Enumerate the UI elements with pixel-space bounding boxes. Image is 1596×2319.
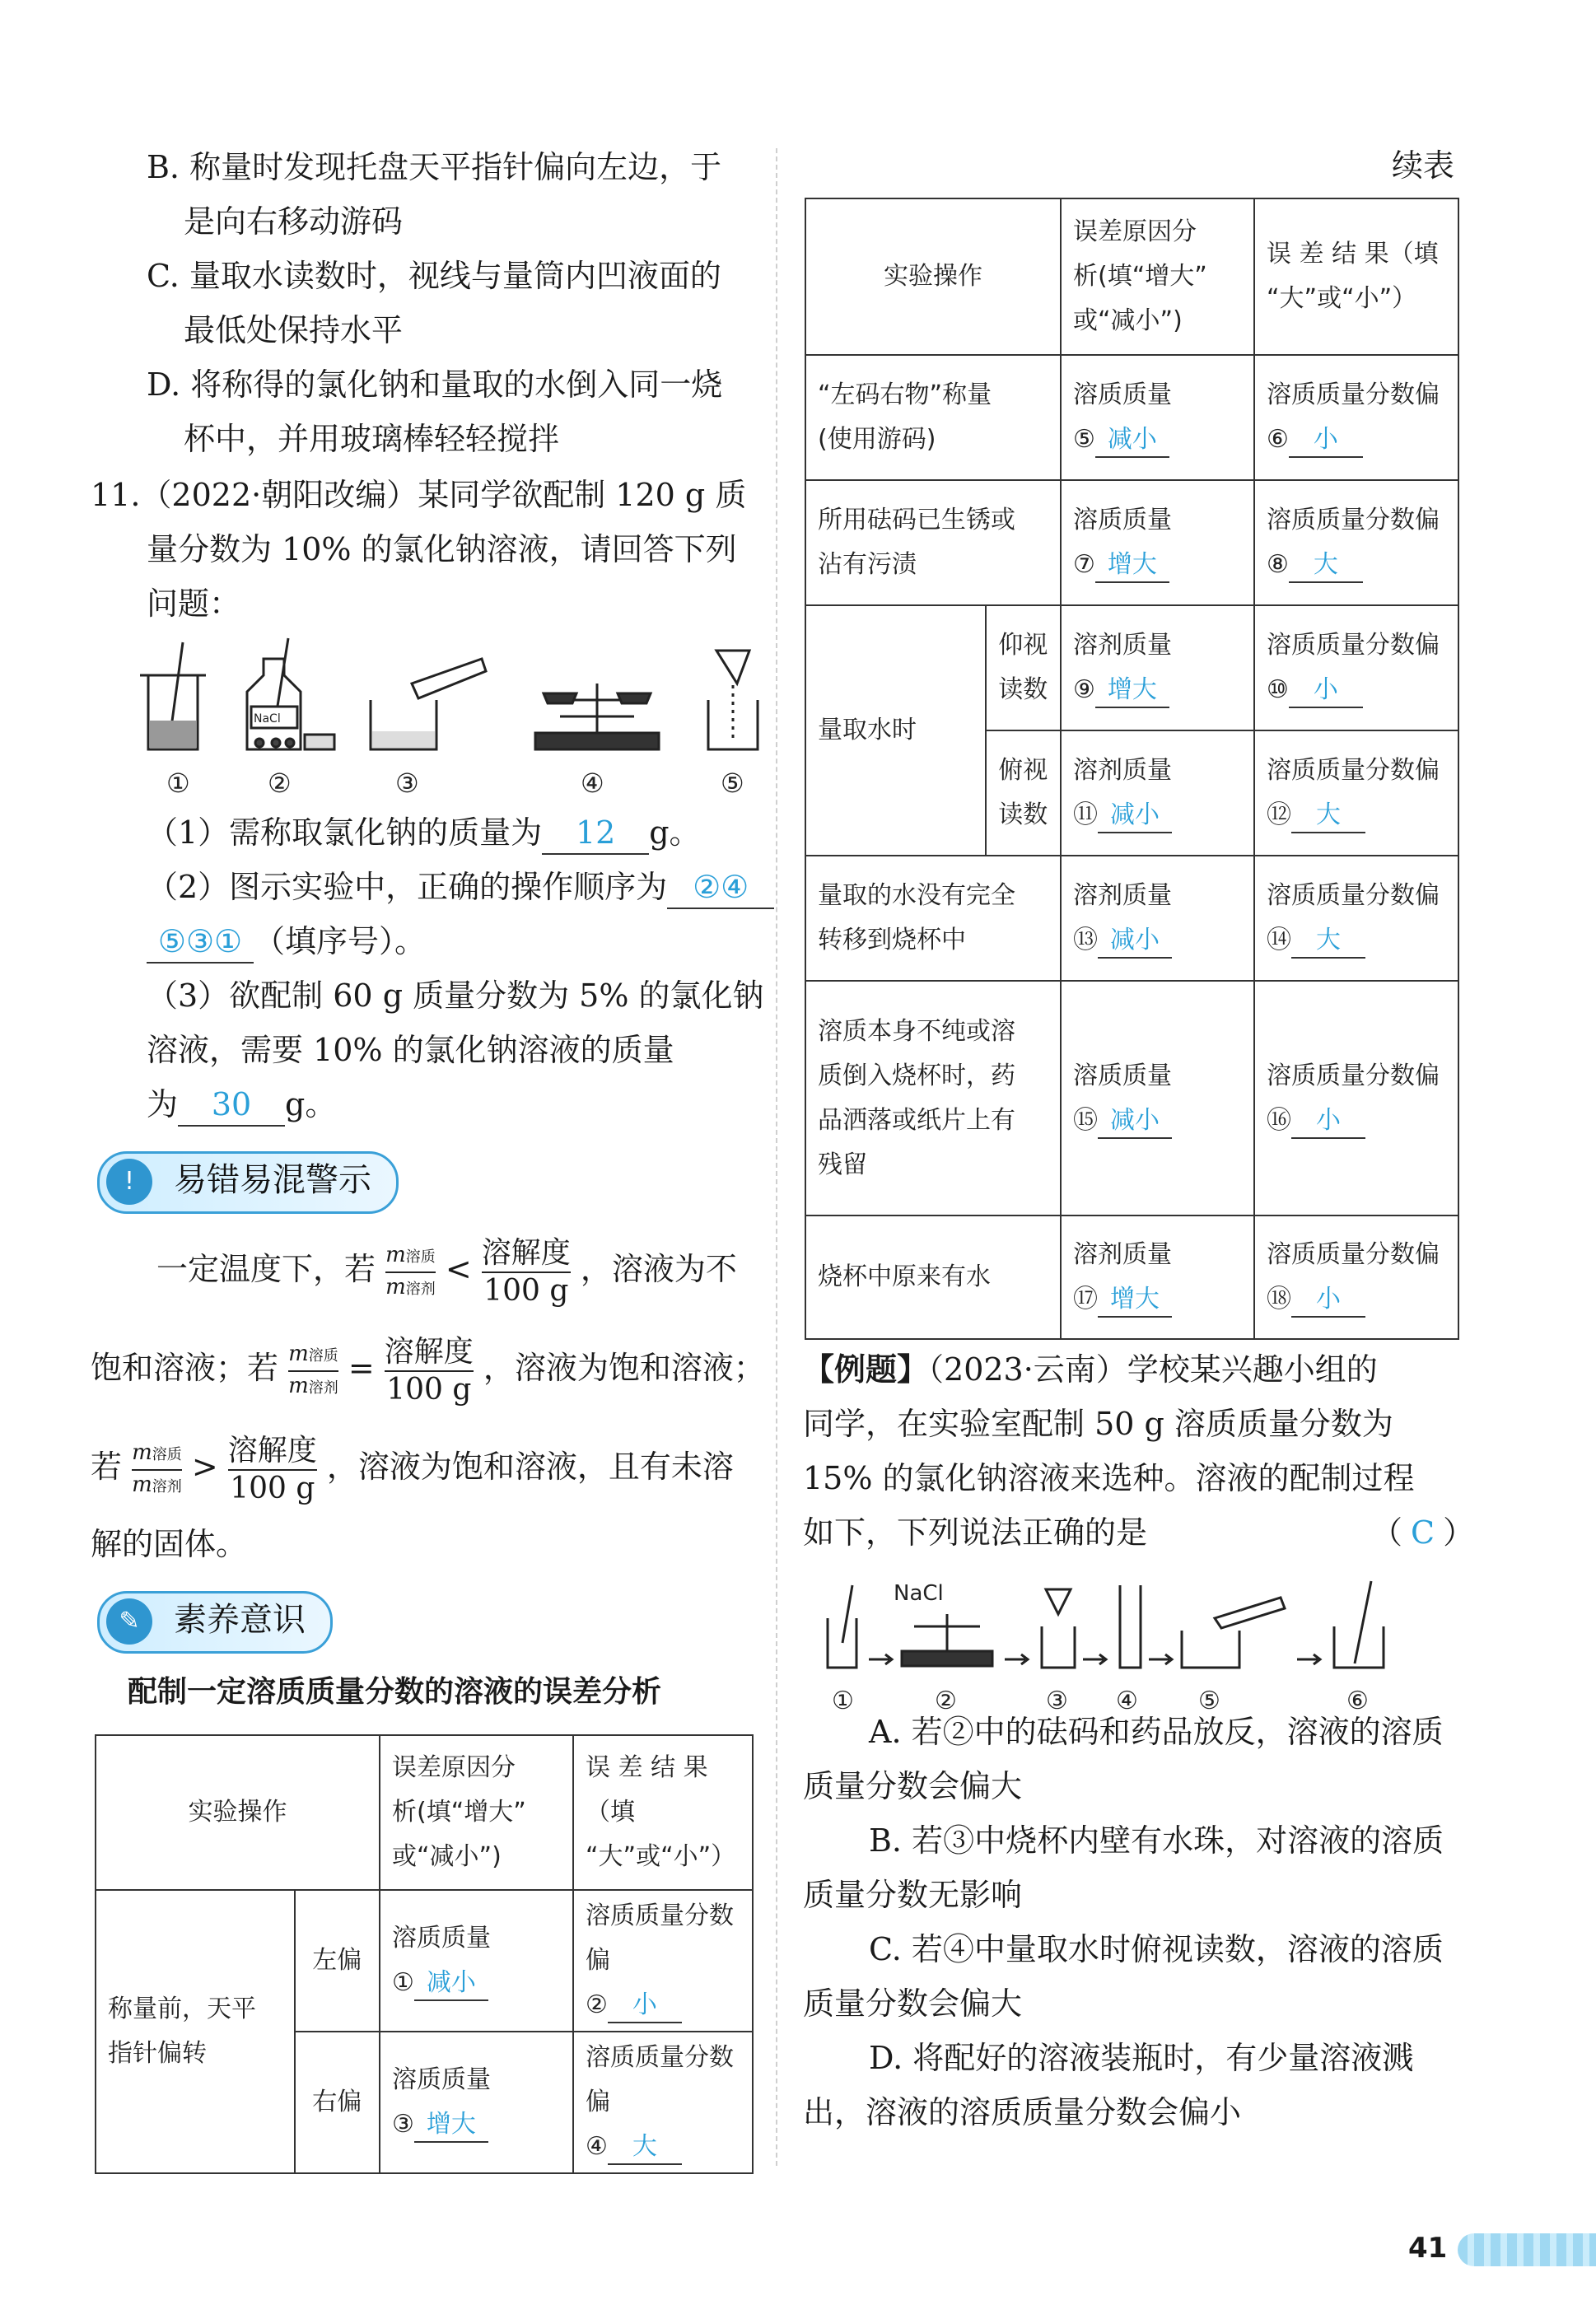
result-answer: 小 — [1289, 423, 1363, 458]
q11-part2-note: （填序号）。 — [254, 923, 427, 959]
result-answer: 小 — [1291, 1104, 1365, 1139]
q10-option-d-line2: 杯中，并用玻璃棒轻轻搅拌 — [184, 421, 560, 457]
cause-answer: 减小 — [1098, 799, 1172, 833]
result-answer: 大 — [1289, 548, 1363, 583]
sub-cell: 右偏 — [295, 2032, 380, 2173]
example-figure-label-6: ⑥ — [1346, 1687, 1369, 1715]
result-answer: 小 — [1289, 674, 1363, 708]
sub-cell: 左偏 — [295, 1890, 380, 2032]
table-title: 配制一定溶质质量分数的溶液的误差分析 — [128, 1675, 662, 1709]
q11-part2-text: （2）图示实验中，正确的操作顺序为 — [147, 869, 668, 905]
q10-option-b-line2: 是向右移动游码 — [184, 203, 404, 240]
graduated-cylinder-icon — [1120, 1585, 1141, 1668]
q11-part3-line3 — [147, 1077, 336, 1132]
result-cell: 溶质质量分数偏 ⑫ 大 — [1254, 730, 1458, 856]
fraction-solubility: $\frac{\text{溶解度}}{100 g}$ — [481, 1235, 571, 1308]
figure-label-3: ③ — [395, 768, 419, 799]
cause-cell: 溶剂质量 ⑬ 减小 — [1061, 856, 1254, 981]
cause-cell: 溶剂质量 ⑨ 增大 — [1061, 605, 1254, 730]
pour-water-icon — [371, 659, 486, 749]
header-result: 误 差 结 果（填 “大”或“小”） — [1254, 198, 1458, 355]
q11-part3-line2: 溶液，需要 10% 的氯化钠溶液的质量 — [147, 1032, 674, 1068]
op-cell: 量取的水没有完全 转移到烧杯中 — [805, 856, 1061, 981]
result-answer: 大 — [1291, 924, 1365, 959]
table-header-row — [96, 1735, 753, 1890]
op-cell: 烧杯中原来有水 — [805, 1215, 1061, 1339]
cause-cell: 溶剂质量 ⑰ 增大 — [1061, 1215, 1254, 1339]
example-option-c-line1: C. 若④中量取水时俯视读数，溶液的溶质 — [869, 1931, 1444, 1967]
literacy-icon: ✎ — [106, 1598, 152, 1645]
cause-cell: 溶质质量 ① 减小 — [380, 1890, 573, 2032]
q11-part1-unit: g。 — [649, 814, 701, 851]
cause-answer: 减小 — [414, 1967, 488, 2001]
cause-answer: 增大 — [1098, 1283, 1172, 1318]
error-analysis-table — [95, 1734, 754, 2174]
example-process-figure — [819, 1569, 1462, 1717]
equals-sign: = — [348, 1350, 375, 1386]
q11-stem-line1: 11.（2022·朝阳改编）某同学欲配制 120 g 质 — [91, 477, 747, 513]
q11-stem-line2: 量分数为 10% 的氯化钠溶液，请回答下列 — [147, 531, 737, 567]
q10-option-c-line2: 最低处保持水平 — [184, 312, 404, 348]
balance-icon — [535, 684, 659, 749]
fraction-solubility-2: $\frac{\text{溶解度}}{100 g}$ — [384, 1334, 474, 1407]
warn-line2 — [91, 1331, 765, 1408]
example-answer-value: C — [1411, 1514, 1435, 1551]
figure-label-1: ① — [166, 768, 190, 799]
example-line4: 如下，下列说法正确的是 — [803, 1514, 1148, 1551]
header-cause: 误差原因分 析(填“增大” 或“减小”) — [380, 1735, 573, 1890]
result-cell: 溶质质量分数偏 ⑯ 小 — [1254, 981, 1458, 1215]
fraction-solute-solvent-2: $\frac{\text{m溶质}}{\text{m溶剂}}$ — [288, 1341, 338, 1398]
warning-icon: ! — [106, 1159, 152, 1205]
page-number: 41 — [1408, 2232, 1448, 2265]
table-header-row — [805, 198, 1458, 355]
header-cause: 误差原因分 析(填“增大” 或“减小”) — [1061, 198, 1254, 355]
example-figure-label-2: ② — [935, 1687, 957, 1715]
example-option-d-line1: D. 将配好的溶液装瓶时，有少量溶液溅 — [869, 2040, 1414, 2076]
figure-label-2: ② — [268, 768, 292, 799]
error-analysis-table-continued — [805, 198, 1459, 1340]
q10-option-b-line1: B. 称量时发现托盘天平指针偏向左边，于 — [147, 149, 722, 185]
example-line1-text: （2023·云南）学校某兴趣小组的 — [928, 1351, 1378, 1388]
op-cell: 所用砝码已生锈或 沾有污渍 — [805, 480, 1061, 605]
op-cell: 溶质本身不纯或溶 质倒入烧杯时，药 品洒落或纸片上有 残留 — [805, 981, 1061, 1215]
table-row — [805, 981, 1458, 1215]
q11-part2-answer-a: ②④ — [667, 866, 774, 909]
cause-answer: 减小 — [1098, 924, 1172, 959]
example-option-c-line2: 质量分数会偏大 — [803, 1985, 1023, 2022]
sub-cell: 俯视 读数 — [986, 730, 1061, 856]
result-answer: 小 — [608, 1989, 682, 2023]
example-line3: 15% 的氯化钠溶液来选种。溶液的配制过程 — [803, 1460, 1415, 1496]
q11-part3-line1: （3）欲配制 60 g 质量分数为 5% 的氯化钠 — [147, 978, 764, 1014]
q11-part1 — [147, 805, 701, 860]
fraction-solubility-3: $\frac{\text{溶解度}}{100 g}$ — [227, 1433, 317, 1505]
cause-answer: 增大 — [1095, 674, 1169, 708]
op-cell: “左码右物”称量 (使用游码) — [805, 355, 1061, 480]
cause-cell: 溶质质量 ⑦ 增大 — [1061, 480, 1254, 605]
beaker-icon — [1042, 1626, 1075, 1668]
result-answer: 大 — [1291, 799, 1365, 833]
literacy-badge — [97, 1591, 333, 1654]
example-tag: 【例题】 — [803, 1351, 929, 1388]
group-cell: 称量前，天平 指针偏转 — [96, 1890, 295, 2173]
cause-cell: 溶质质量 ③ 增大 — [380, 2032, 573, 2173]
q11-part2-cont — [147, 914, 426, 968]
cause-answer: 增大 — [1095, 548, 1169, 583]
example-line1 — [803, 1342, 1378, 1397]
beaker-stir-icon — [140, 642, 206, 749]
warn-line1-pre: 一定温度下，若 — [156, 1251, 376, 1287]
q11-part1-answer: 12 — [542, 812, 649, 855]
cause-cell: 溶质质量 ⑮ 减小 — [1061, 981, 1254, 1215]
result-answer: 大 — [608, 2130, 682, 2165]
warn-line3-post: ，溶液为饱和溶液，且有未溶 — [326, 1449, 734, 1485]
warn-line3 — [91, 1430, 734, 1507]
water-group-cell: 量取水时 — [805, 605, 986, 856]
balance-icon — [902, 1651, 992, 1666]
column-divider — [776, 148, 777, 2166]
literacy-badge-label: 素养意识 — [174, 1601, 306, 1639]
example-line2: 同学，在实验室配制 50 g 溶质质量分数为 — [803, 1406, 1393, 1442]
warn-line3-pre: 若 — [91, 1449, 123, 1485]
result-cell: 溶质质量分数偏 ⑭ 大 — [1254, 856, 1458, 981]
cause-cell: 溶剂质量 ⑪ 减小 — [1061, 730, 1254, 856]
figure-nacl-label: NaCl — [894, 1581, 944, 1606]
q11-apparatus-figure — [115, 634, 774, 799]
example-figure-label-5: ⑤ — [1198, 1687, 1220, 1715]
figure-label-4: ④ — [581, 768, 604, 799]
fraction-solute-solvent-3: $\frac{\text{m溶质}}{\text{m溶剂}}$ — [132, 1439, 182, 1497]
less-than-sign: < — [445, 1251, 472, 1287]
table-row — [805, 480, 1458, 605]
example-figure-label-1: ① — [832, 1687, 854, 1715]
nacl-bottle-label: NaCl — [254, 712, 281, 726]
cause-answer: 减小 — [1098, 1104, 1172, 1139]
q11-part3-text: 为 — [147, 1086, 179, 1122]
example-option-a-line2: 质量分数会偏大 — [803, 1768, 1023, 1804]
q10-option-c-line1: C. 量取水读数时，视线与量筒内凹液面的 — [147, 258, 721, 294]
cause-answer: 增大 — [414, 2108, 488, 2143]
example-option-d-line2: 出，溶液的溶质质量分数会偏小 — [803, 2094, 1242, 2130]
result-cell: 溶质质量分数偏 ⑩ 小 — [1254, 605, 1458, 730]
q11-stem-line3: 问题： — [147, 586, 241, 622]
warn-line2-post: ，溶液为饱和溶液； — [483, 1350, 765, 1386]
warn-line4: 解的固体。 — [91, 1526, 248, 1562]
table-row — [805, 605, 1458, 730]
table-row — [805, 1215, 1458, 1339]
header-op: 实验操作 — [805, 198, 1061, 355]
reagent-bottle-icon — [247, 638, 334, 749]
example-answer: （ C ） — [1371, 1514, 1475, 1551]
header-op: 实验操作 — [96, 1735, 380, 1890]
q11-part3-unit: g。 — [285, 1086, 337, 1122]
table-row — [96, 1890, 753, 2032]
example-option-a-line1: A. 若②中的砝码和药品放反，溶液的溶质 — [869, 1714, 1444, 1750]
continued-label: 续表 — [1392, 147, 1455, 184]
header-result: 误 差 结 果（填 “大”或“小”） — [573, 1735, 753, 1890]
warning-badge-label: 易错易混警示 — [174, 1161, 371, 1199]
example-option-b-line1: B. 若③中烧杯内壁有水珠，对溶液的溶质 — [869, 1822, 1444, 1859]
result-answer: 小 — [1291, 1283, 1365, 1318]
q11-part2 — [147, 860, 774, 914]
bottle-icon — [828, 1618, 856, 1668]
table-row — [805, 856, 1458, 981]
example-figure-label-4: ④ — [1116, 1687, 1138, 1715]
warn-line1-post: ，溶液为不 — [580, 1251, 737, 1287]
q11-part1-text: （1）需称取氯化钠的质量为 — [147, 814, 543, 851]
warning-badge — [97, 1151, 399, 1214]
warn-line2-pre: 饱和溶液；若 — [91, 1350, 279, 1386]
beaker-pour-icon — [708, 651, 758, 749]
table-row — [805, 355, 1458, 480]
result-cell: 溶质质量分数偏 ⑱ 小 — [1254, 1215, 1458, 1339]
warn-line1 — [156, 1232, 737, 1309]
example-option-b-line2: 质量分数无影响 — [803, 1877, 1023, 1913]
q11-part2-answer-b: ⑤③① — [147, 921, 254, 964]
q10-option-d-line1: D. 将称得的氯化钠和量取的水倒入同一烧 — [147, 366, 723, 403]
beaker-icon-2 — [1182, 1631, 1239, 1668]
cause-answer: 减小 — [1095, 423, 1169, 458]
q11-part3-answer: 30 — [178, 1084, 285, 1127]
result-cell: 溶质质量分数偏 ⑧ 大 — [1254, 480, 1458, 605]
result-cell: 溶质质量分数偏 ⑥ 小 — [1254, 355, 1458, 480]
figure-label-5: ⑤ — [721, 768, 744, 799]
result-cell: 溶质质量分数偏 ② 小 — [573, 1890, 753, 2032]
page-number-decoration — [1458, 2233, 1596, 2266]
sub-cell: 仰视 读数 — [986, 605, 1061, 730]
example-figure-label-3: ③ — [1046, 1687, 1068, 1715]
fraction-solute-solvent: $\frac{\text{m溶质}}{\text{m溶剂}}$ — [385, 1242, 436, 1299]
result-cell: 溶质质量分数偏 ④ 大 — [573, 2032, 753, 2173]
cause-cell: 溶质质量 ⑤ 减小 — [1061, 355, 1254, 480]
greater-than-sign: > — [191, 1449, 218, 1485]
